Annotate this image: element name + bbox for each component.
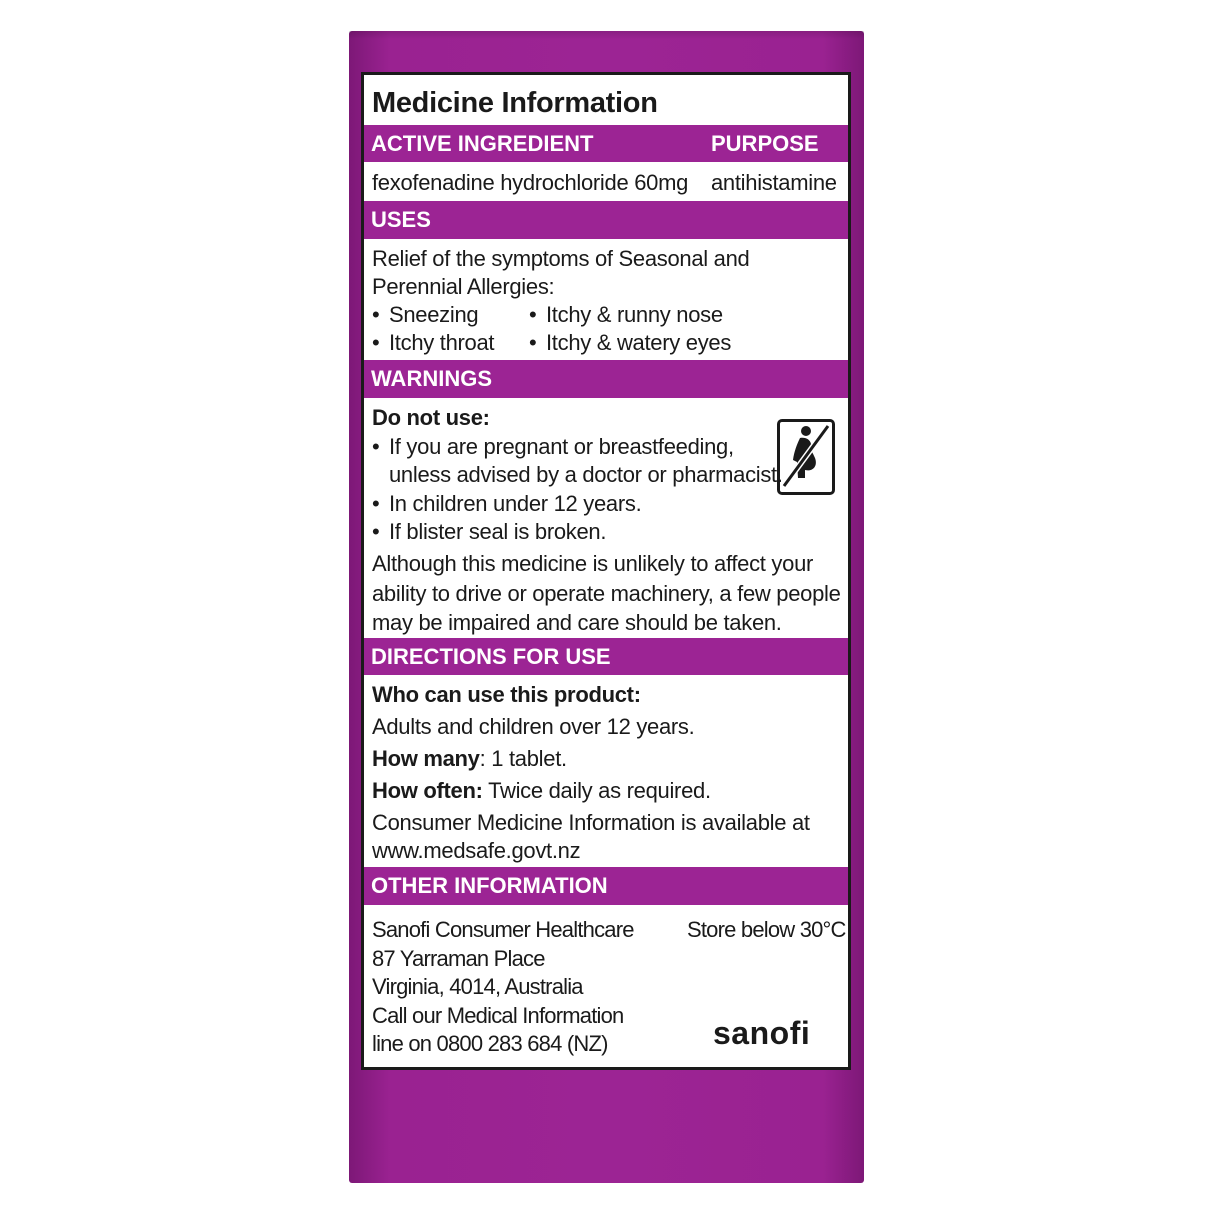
address-line: line on 0800 283 684 (NZ) (372, 1031, 608, 1056)
bullet: • (529, 330, 537, 355)
do-not-use-label: Do not use: (372, 405, 490, 430)
who-value: Adults and children over 12 years. (372, 714, 695, 739)
cmi-line-1: Consumer Medicine Information is available at (372, 810, 810, 835)
symptom-item: • Itchy throat (372, 330, 495, 355)
panel-title: Medicine Information (372, 87, 658, 119)
purpose-value: antihistamine (711, 170, 837, 195)
warning-item: • If blister seal is broken. (372, 519, 607, 544)
warning-item-continued: unless advised by a doctor or pharmacist. (389, 462, 783, 487)
uses-line-1: Relief of the symptoms of Seasonal and (372, 246, 750, 271)
symptom-item: • Sneezing (372, 302, 479, 327)
bullet: • (372, 330, 380, 355)
cmi-line-2: www.medsafe.govt.nz (372, 838, 581, 863)
directions-bar (364, 638, 848, 675)
address-line: 87 Yarraman Place (372, 946, 545, 971)
box-shading (349, 31, 864, 39)
address-line: Call our Medical Information (372, 1003, 624, 1028)
how-many-line (372, 746, 567, 772)
warning-item: • In children under 12 years. (372, 491, 642, 516)
address-line: Sanofi Consumer Healthcare (372, 917, 634, 942)
warnings-bar (364, 360, 848, 398)
bullet: • (372, 519, 380, 544)
who-label: Who can use this product: (372, 682, 641, 707)
address-line: Virginia, 4014, Australia (372, 974, 583, 999)
warning-paragraph-line: ability to drive or operate machinery, a few people (372, 581, 841, 606)
uses-header: USES (371, 207, 431, 232)
bullet: • (529, 302, 537, 327)
directions-header: DIRECTIONS FOR USE (371, 643, 611, 669)
active-ingredient-header: ACTIVE INGREDIENT (371, 130, 594, 156)
how-many-label: How many (372, 746, 480, 771)
uses-bar (364, 201, 848, 239)
sanofi-logo: sanofi (713, 1015, 811, 1051)
purpose-header: PURPOSE (711, 131, 819, 156)
symptom-item: • Itchy & watery eyes (529, 330, 732, 355)
symptom-item: • Itchy & runny nose (529, 302, 723, 327)
how-many-value: : 1 tablet. (479, 746, 567, 771)
storage-note: Store below 30°C (687, 917, 846, 942)
how-often-label: How often: (372, 778, 483, 803)
bullet: • (372, 302, 380, 327)
warning-paragraph-line: may be impaired and care should be taken. (372, 610, 782, 635)
bullet: • (372, 434, 380, 459)
other-info-bar (364, 867, 848, 905)
how-often-line (372, 778, 711, 804)
no-pregnancy-icon (777, 419, 835, 495)
other-info-header: OTHER INFORMATION (371, 873, 608, 898)
warnings-header: WARNINGS (371, 366, 492, 391)
warning-item: • If you are pregnant or breastfeeding, (372, 434, 734, 459)
medicine-info-panel (361, 72, 851, 1070)
bullet: • (372, 491, 380, 516)
how-often-value: Twice daily as required. (482, 778, 711, 803)
warning-paragraph-line: Although this medicine is unlikely to affect your (372, 551, 814, 576)
ingredient-value: fexofenadine hydrochloride 60mg (372, 170, 689, 195)
uses-line-2: Perennial Allergies: (372, 274, 555, 299)
